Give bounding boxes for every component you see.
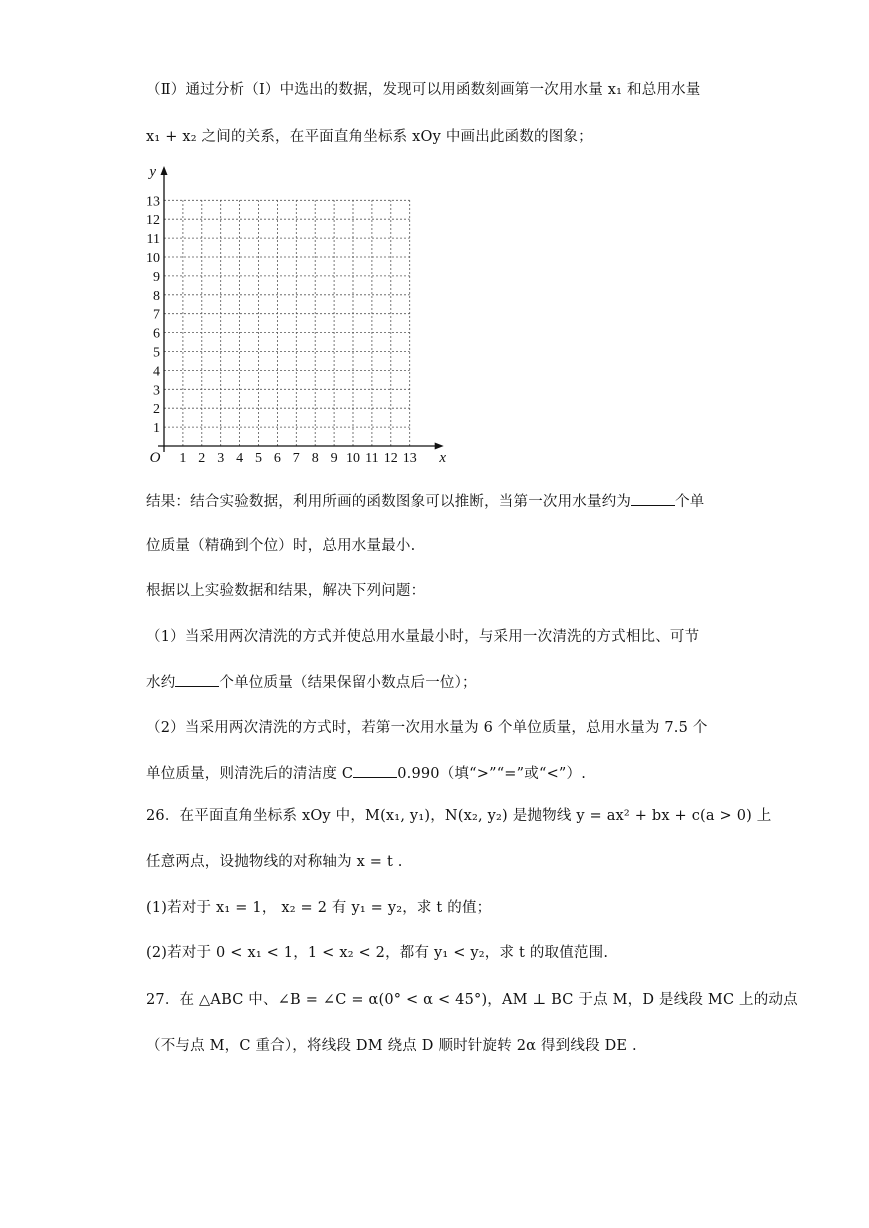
answer-blank[interactable] [353,763,397,778]
x-tick-label: 11 [365,451,379,464]
x-tick-label: 13 [402,451,417,464]
x-tick-label: 4 [236,451,244,464]
x-axis-arrow [435,443,444,450]
x-tick-label: 2 [198,451,206,464]
text-line: （Ⅱ）通过分析（Ⅰ）中选出的数据，发现可以用函数刻画第一次用水量 x₁ 和总用水量 [146,82,701,98]
text-line: （1）当采用两次清洗的方式并使总用水量最小时，与采用一次清洗的方式相比、可节 [146,629,700,645]
text-line: 单位质量，则清洗后的清洁度 C 0.990（填“>”“=”或“<”）. [146,763,586,784]
x-tick-label: 12 [383,451,398,464]
y-tick-label: 3 [153,383,160,399]
y-tick-label: 8 [153,288,160,304]
answer-blank[interactable] [631,491,675,506]
text-line: 位质量（精确到个位）时，总用水量最小. [146,538,416,554]
y-axis-arrow [161,166,168,175]
x-tick-label: 7 [292,451,300,464]
y-tick-label: 13 [146,194,160,210]
text-line: （不与点 M，C 重合），将线段 DM 绕点 D 顺时针旋转 2α 得到线段 DE . [146,1038,637,1054]
y-tick-label: 4 [153,364,160,380]
text-line: 任意两点，设抛物线的对称轴为 x = t . [146,854,403,870]
y-tick-label: 1 [153,421,160,437]
y-tick-label: 12 [146,213,160,229]
y-tick-label: 5 [153,345,160,361]
y-axis-label: y [149,164,156,180]
text-line: 根据以上实验数据和结果，解决下列问题： [146,583,426,599]
x-tick-label: 5 [255,451,262,464]
grid-svg [142,164,452,464]
text-line: 结果：结合实验数据，利用所画的函数图象可以推断，当第一次用水量约为 个单 [146,491,705,512]
text-line: 水约 个单位质量（结果保留小数点后一位）； [146,672,477,693]
x-tick-label: 8 [311,451,319,464]
y-tick-label: 11 [146,232,160,248]
text-line: (2)若对于 0 < x₁ < 1，1 < x₂ < 2，都有 y₁ < y₂，求 t 的取值范围. [146,945,609,961]
text-line: x₁ + x₂ 之间的关系，在平面直角坐标系 xOy 中画出此函数的图象； [146,129,593,145]
text-line: (1)若对于 x₁ = 1， x₂ = 2 有 y₁ = y₂，求 t 的值； [146,900,492,916]
text-line: （2）当采用两次清洗的方式时，若第一次用水量为 6 个单位质量，总用水量为 7.5 个 [146,720,708,736]
y-tick-label: 6 [153,326,160,342]
y-tick-label: 7 [153,307,160,323]
question-27: 27．在 △ABC 中、∠B = ∠C = α(0° < α < 45°)，AM ⊥ BC 于点 M，D 是线段 MC 上的动点 [146,992,798,1008]
x-tick-label: 1 [179,451,187,464]
answer-blank[interactable] [175,672,219,687]
x-tick-label: 3 [217,451,225,464]
y-tick-label: 10 [146,251,160,266]
x-tick-label: 6 [273,451,281,464]
x-axis-label: x [439,450,447,464]
coordinate-grid [142,164,452,464]
x-tick-label: 10 [346,451,360,464]
y-tick-label: 2 [153,402,160,418]
y-tick-label: 9 [153,269,160,285]
question-26: 26．在平面直角坐标系 xOy 中，M(x₁, y₁)，N(x₂, y₂) 是抛物线 y = ax² + bx + c(a > 0) 上 [146,808,772,824]
origin-label: O [149,450,161,464]
x-tick-label: 9 [330,451,338,464]
